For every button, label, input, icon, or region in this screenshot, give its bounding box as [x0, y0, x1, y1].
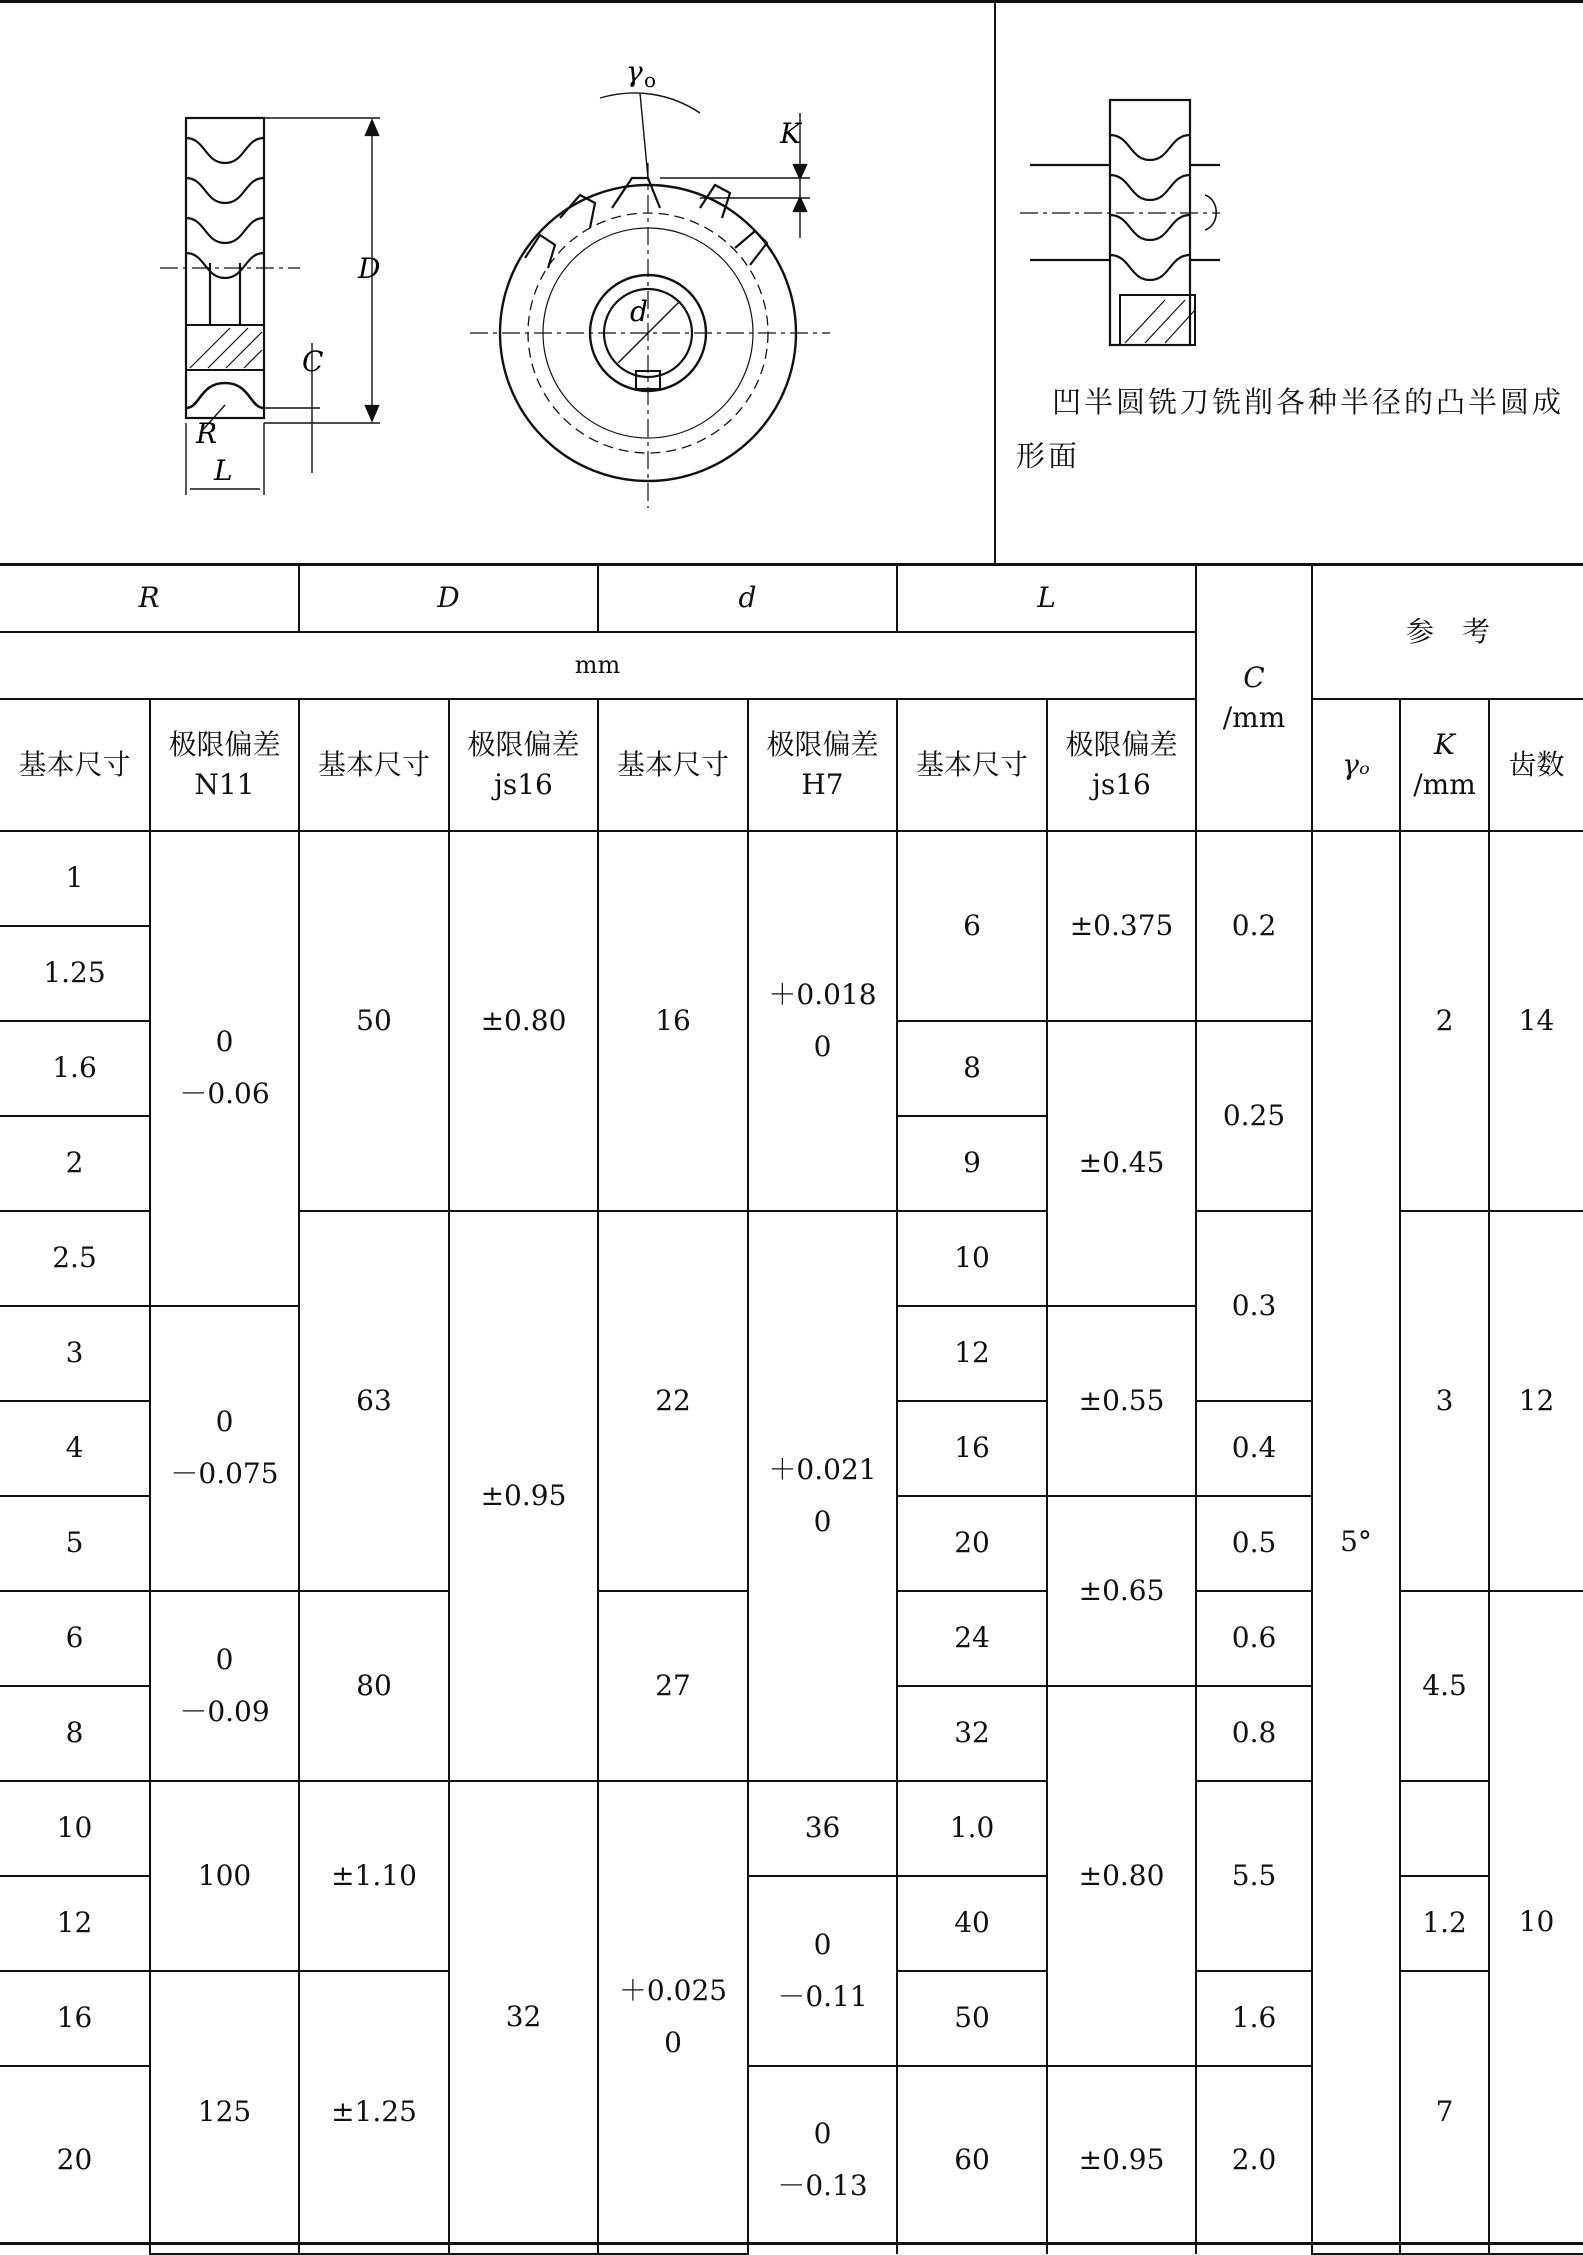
- r-tolerance: [748, 1876, 897, 2066]
- col-header-d-bore: d: [598, 565, 897, 632]
- c-value: 0.3: [1196, 1211, 1312, 1401]
- l-value: 20: [897, 1496, 1047, 1591]
- r-value: 20: [0, 2066, 150, 2254]
- c-value: 0.4: [1196, 1401, 1312, 1496]
- d-outer-tolerance: ±0.80: [449, 831, 598, 1211]
- teeth-value: 10: [1489, 1591, 1583, 2254]
- bore-tolerance: [748, 1211, 897, 1781]
- c-value: 0.25: [1196, 1021, 1312, 1211]
- r-value: 6: [0, 1591, 150, 1686]
- tol-upper: 0: [813, 2117, 832, 2150]
- l-deviation-header: [1047, 699, 1196, 831]
- tol-lower: 0: [813, 1504, 832, 1538]
- l-value: 32: [897, 1686, 1047, 1781]
- r-value: 3: [0, 1306, 150, 1401]
- figure-divider: [994, 3, 996, 563]
- milling-setup-drawing: [1020, 95, 1220, 365]
- header-row-3: [0, 699, 1583, 831]
- table-row: [0, 831, 1583, 926]
- cutter-drawing: [0, 3, 994, 563]
- c-value: 0.5: [1196, 1496, 1312, 1591]
- bore-value: 27: [598, 1591, 748, 1781]
- label-gamma-sub: o: [644, 68, 657, 92]
- c-value: 0.2: [1196, 831, 1312, 1021]
- r-value: 5: [0, 1496, 150, 1591]
- l-value: 36: [748, 1781, 897, 1876]
- tol-lower: －0.06: [179, 1077, 270, 1110]
- r-value: 2.5: [0, 1211, 150, 1306]
- r-value: 8: [0, 1686, 150, 1781]
- col-header-reference: 参 考: [1312, 565, 1583, 699]
- k-value: 5.5: [1196, 1781, 1312, 1971]
- teeth-value: 14: [1489, 831, 1583, 1211]
- bore-basic-header: 基本尺寸: [598, 699, 748, 831]
- d-outer-tolerance: ±0.95: [449, 1211, 598, 1781]
- tol-upper: 0: [215, 1025, 234, 1058]
- teeth-header: 齿数: [1489, 699, 1583, 831]
- tol-lower: －0.11: [777, 1979, 868, 2013]
- r-tolerance: [748, 2066, 897, 2254]
- bore-deviation-label: 极限偏差: [766, 727, 879, 761]
- d-outer-tolerance: ±1.10: [299, 1781, 449, 1971]
- bore-value: 22: [598, 1211, 748, 1591]
- l-tolerance: ±0.80: [1047, 1686, 1196, 2066]
- label-c: C: [302, 345, 324, 378]
- l-value: 16: [897, 1401, 1047, 1496]
- r-tolerance: [150, 1306, 299, 1591]
- tol-lower: 0: [664, 2026, 682, 2059]
- tol-upper: ＋0.025: [618, 1974, 728, 2007]
- bore-deviation-grade: H7: [801, 767, 844, 801]
- tol-lower: －0.13: [777, 2169, 868, 2202]
- l-value: 40: [897, 1876, 1047, 1971]
- d-outer-value: 100: [150, 1781, 299, 1971]
- l-value: 6: [897, 831, 1047, 1021]
- k-header-label: K: [1434, 727, 1455, 761]
- r-value: 16: [0, 1971, 150, 2066]
- bore-value: 32: [449, 1781, 598, 2254]
- tol-lower: －0.075: [170, 1457, 279, 1490]
- d-outer-value: 80: [299, 1591, 449, 1781]
- l-value: 10: [897, 1211, 1047, 1306]
- gamma-value: 5°: [1312, 831, 1400, 2254]
- r-tolerance: [150, 831, 299, 1306]
- r-tolerance: [150, 1591, 299, 1781]
- c-value: 0.8: [1196, 1686, 1312, 1781]
- tol-upper: 0: [813, 1927, 832, 1961]
- k-value: 2: [1400, 831, 1489, 1211]
- k-header-unit: /mm: [1413, 767, 1476, 801]
- label-d-outer: D: [358, 252, 381, 285]
- l-basic-header: 基本尺寸: [897, 699, 1047, 831]
- r-deviation-header: [150, 699, 299, 831]
- c-value: 0.6: [1196, 1591, 1312, 1686]
- l-tolerance: ±0.375: [1047, 831, 1196, 1021]
- gamma-header: γₒ: [1312, 699, 1400, 831]
- spec-table: [0, 563, 1583, 2255]
- c-value: 2.0: [1196, 2066, 1312, 2254]
- c-value: 1.0: [897, 1781, 1047, 1876]
- tol-lower: －0.09: [179, 1694, 270, 1728]
- col-header-c-label: C: [1243, 660, 1265, 694]
- bore-value: 16: [598, 831, 748, 1211]
- l-tolerance: ±0.65: [1047, 1496, 1196, 1686]
- l-value: 12: [897, 1306, 1047, 1401]
- r-deviation-label: 极限偏差: [168, 727, 281, 761]
- figure-caption: 凹半圆铣刀铣削各种半径的凸半圆成形面: [1016, 385, 1565, 473]
- k-value: 7: [1400, 1971, 1489, 2254]
- bore-tolerance: [748, 831, 897, 1211]
- l-value: 8: [897, 1021, 1047, 1116]
- col-header-l: L: [897, 565, 1196, 632]
- label-d-bore: d: [630, 295, 648, 328]
- r-value: 10: [0, 1781, 150, 1876]
- bore-deviation-header: [748, 699, 897, 831]
- d-outer-value: 125: [150, 1971, 299, 2254]
- col-header-d-outer: D: [299, 565, 598, 632]
- d-outer-value: 50: [299, 831, 449, 1211]
- tol-lower: 0: [813, 1029, 832, 1063]
- col-header-c: [1196, 565, 1312, 831]
- figure-area: [0, 3, 1583, 565]
- r-deviation-grade: N11: [194, 767, 255, 801]
- teeth-value: 12: [1489, 1211, 1583, 1591]
- tol-upper: ＋0.018: [768, 977, 877, 1011]
- c-value: 1.6: [1196, 1971, 1312, 2066]
- unit-label: mm: [0, 632, 1196, 699]
- d-outer-value: 63: [299, 1211, 449, 1591]
- label-r: R: [196, 417, 218, 450]
- bore-tolerance: [598, 1781, 748, 2254]
- header-row-1: [0, 565, 1583, 632]
- tol-upper: ＋0.021: [768, 1452, 877, 1486]
- r-value: 1.25: [0, 926, 150, 1021]
- tol-upper: 0: [215, 1405, 234, 1438]
- d-basic-header: 基本尺寸: [299, 699, 449, 831]
- d-deviation-header: [449, 699, 598, 831]
- d-deviation-grade: js16: [494, 767, 553, 801]
- l-value: 50: [897, 1971, 1047, 2066]
- label-gamma: γ: [626, 55, 643, 88]
- bottom-rule: [0, 2242, 1583, 2245]
- tol-upper: 0: [215, 1642, 234, 1676]
- l-value: 24: [897, 1591, 1047, 1686]
- r-value: 1: [0, 831, 150, 926]
- r-value: 2: [0, 1116, 150, 1211]
- label-k: K: [780, 117, 801, 150]
- d-outer-tolerance: ±1.25: [299, 1971, 449, 2254]
- d-deviation-label: 极限偏差: [467, 727, 580, 761]
- col-header-c-unit: /mm: [1222, 700, 1286, 734]
- label-l: L: [214, 454, 233, 487]
- l-tolerance: ±0.95: [1047, 2066, 1196, 2254]
- l-value: 9: [897, 1116, 1047, 1211]
- l-value: 60: [897, 2066, 1047, 2254]
- l-tolerance: ±0.55: [1047, 1306, 1196, 1496]
- col-header-r: R: [0, 565, 299, 632]
- l-deviation-grade: js16: [1092, 767, 1151, 801]
- l-tolerance: ±0.45: [1047, 1021, 1196, 1306]
- r-value: 1.6: [0, 1021, 150, 1116]
- c-value: 1.2: [1400, 1876, 1489, 1971]
- r-value: 4: [0, 1401, 150, 1496]
- r-basic-header: 基本尺寸: [0, 699, 150, 831]
- k-value: 4.5: [1400, 1591, 1489, 1781]
- l-deviation-label: 极限偏差: [1065, 727, 1178, 761]
- k-value: 3: [1400, 1211, 1489, 1591]
- r-value: 12: [0, 1876, 150, 1971]
- k-header: [1400, 699, 1489, 831]
